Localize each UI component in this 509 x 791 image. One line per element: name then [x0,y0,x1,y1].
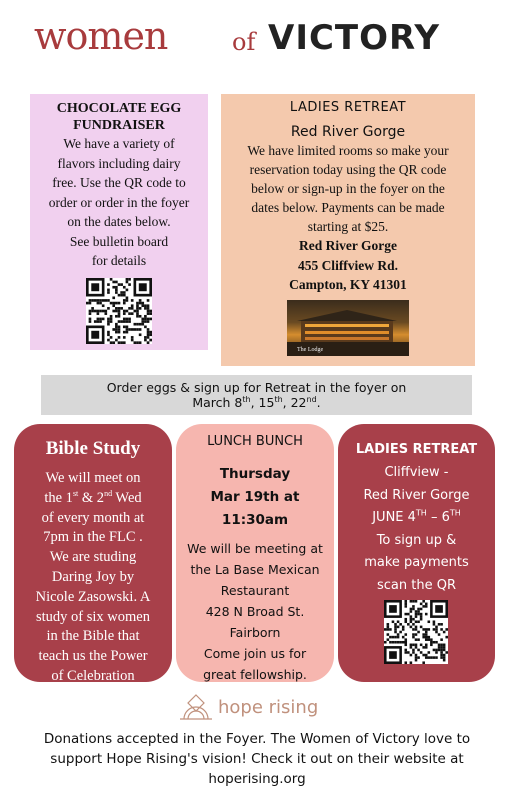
retreat-card-text: JUNE 4 [372,510,416,525]
retreat-card-line: make payments [364,555,469,570]
bible-line: of every month at [41,509,145,526]
retreat-line: reservation today using the QR code [249,162,447,177]
retreat-subtitle: Red River Gorge [290,124,406,140]
bible-text: Wed [112,489,142,506]
bible-line: study of six women [36,608,150,625]
bible-line: Daring Joy by [51,568,135,585]
address-line: Campton, KY 41301 [289,277,407,292]
chocolate-title: CHOCOLATE EGG FUNDRAISER [56,101,182,133]
lunch-date-line: Thursday [219,466,291,482]
lunch-line: Come join us for [203,646,307,661]
lunch-line: Fairborn [229,625,281,640]
retreat-card-body [338,462,495,597]
lodge-photo [287,300,409,356]
page-header [0,14,509,74]
chocolate-line: See bulletin board [69,233,169,249]
chocolate-qr-code[interactable] [86,278,152,344]
banner-text: , 22 [282,395,307,410]
retreat-card-line: scan the QR [377,577,456,593]
retreat-card-text: – 6 [426,510,450,525]
banner-sup: th [242,394,251,404]
retreat-line: dates below. Payments can be made [251,200,445,215]
bible-study-card [14,424,172,682]
chocolate-line: free. Use the QR code to [52,175,186,190]
retreat-address [221,236,475,295]
chocolate-line: for details [91,253,147,268]
retreat-title: LADIES RETREAT [289,100,407,115]
lunch-line: Restaurant [220,583,290,598]
retreat-line: below or sign-up in the foyer on the [251,181,445,196]
header-word-victory: VICTORY [268,18,440,58]
lunch-date [176,463,334,532]
bible-line [20,489,166,509]
bible-line: teach us the Power [38,648,148,665]
chocolate-line: flavors including dairy [57,155,181,171]
lunch-body [176,538,334,685]
footer-line: Donations accepted in the Foyer. The Women of Victory love to [43,731,471,747]
lunch-line: We will be meeting at [187,541,323,556]
chocolate-line: on the dates below. [67,214,171,229]
chocolate-body [30,134,208,271]
retreat-card-line [342,507,491,530]
retreat-line: We have limited rooms so make your [247,143,449,158]
bible-line: We will meet on [45,470,141,486]
retreat-card-title: LADIES RETREAT [355,442,478,457]
chocolate-line: order or order in the foyer [48,194,190,210]
address-line: 455 Cliffview Rd. [297,257,399,273]
chocolate-line: We have a variety of [63,136,175,151]
banner-text: March 8 [192,395,243,410]
hope-rising-logo[interactable] [176,689,346,725]
retreat-line: starting at $25. [307,219,389,234]
lunch-date-line: 11:30am [221,512,289,528]
footer-line: hoperising.org [208,771,306,787]
retreat-card-line: To sign up & [376,532,457,548]
bible-body [14,469,172,687]
banner-line-1: Order eggs & sign up for Retreat in the foyer on [106,380,407,395]
dates-banner [41,375,472,415]
lunch-line: great fellowship. [203,667,307,682]
banner-sup: th [274,394,283,404]
lunch-line: 428 N Broad St. [205,604,305,619]
header-word-of: of [232,28,256,56]
bible-line: Nicole Zasowski. A [35,588,151,605]
retreat-card-sup: TH [449,508,461,518]
lunch-title: LUNCH BUNCH [207,434,303,449]
address-line: Red River Gorge [299,238,397,253]
banner-text: . [316,395,321,410]
bible-line: of Celebration [51,667,135,684]
banner-text: , 15 [250,395,275,410]
header-word-women: women [34,14,168,58]
bible-line: We are studing [49,549,137,566]
banner-line-2 [41,395,472,410]
bible-text: the 1 [44,489,73,506]
lunch-bunch-card [176,424,334,682]
footer-note [28,729,486,789]
lodge-caption: The Lodge [297,347,324,353]
footer-line: support Hope Rising's vision! Check it out on their website at [50,751,464,767]
bible-sup: st [72,488,79,498]
banner-sup: nd [306,394,317,404]
retreat-card-sup: TH [415,508,427,518]
bible-line: in the Bible that [46,628,140,645]
retreat-qr-code[interactable] [384,600,448,664]
hope-rising-wordmark: hope rising [218,697,319,718]
bible-title: Bible Study [45,438,141,459]
lunch-line: the La Base Mexican [190,562,320,577]
retreat-body [221,141,475,236]
hope-rising-sunrise-icon [176,689,216,725]
retreat-card-line: Red River Gorge [363,487,470,503]
retreat-card-line: Cliffview - [384,465,449,480]
bible-text: & 2 [78,489,105,506]
lunch-date-line: Mar 19th at [210,489,300,505]
bible-line: 7pm in the FLC . [43,529,143,546]
bible-sup: nd [104,488,113,498]
